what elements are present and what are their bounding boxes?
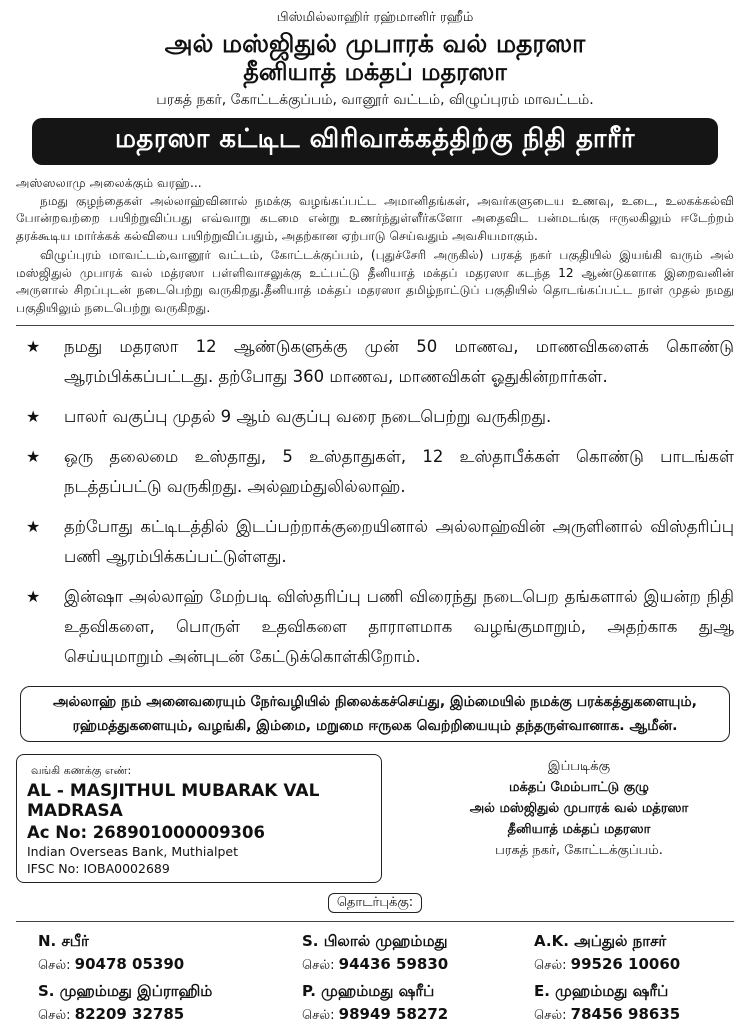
intro-paragraph-1: நமது குழந்தைகள் அல்லாஹ்வினால் நமக்கு வழங்கப்பட்ட அமானிதங்கள், அவர்களுடைய உணவு, உடை, உலகக்கல்வி போன்றவற்றை பயிற்றுவிப்பது எவ்வாறு கடமை என்று உணர்ந்துள்ளீர்களோ அதைவிட பன்மடங்கு ஈருலகிலும் ஈடேற்றம் தரக்கூடிய மார்க்கக் கல்வியை பயிற்றுவிப்பதும், அதற்கான ஏற்பாடு செய்வதும் அவசியமாகும். xyxy=(16,193,734,243)
phone-prefix: செல்: xyxy=(302,958,335,973)
contact-name: N. சபீர் xyxy=(38,932,89,950)
phone-number: 90478 05390 xyxy=(74,955,185,973)
star-icon: ★ xyxy=(26,407,41,426)
contact-card xyxy=(302,982,532,1024)
contact-name: A.K. அப்துல் நாசர் xyxy=(534,932,667,950)
phone-number: 98949 58272 xyxy=(338,1005,449,1023)
bullet-text: ஒரு தலைமை உஸ்தாது, 5 உஸ்தாதுகள், 12 உஸ்தாபீக்கள் கொண்டு பாடங்கள் நடத்தப்பட்டு வருகிறது. அல்ஹம்துலில்லாஹ். xyxy=(64,447,734,496)
fundraising-banner: மதரஸா கட்டிட விரிவாக்கத்திற்கு நிதி தாரீர் xyxy=(32,118,718,165)
list-item xyxy=(16,332,734,392)
contact-heading: தொடர்புக்கு: xyxy=(328,893,422,913)
ifsc-code: IFSC No: IOBA0002689 xyxy=(27,861,170,876)
divider xyxy=(16,325,734,326)
account-name: AL - MASJITHUL MUBARAK VAL MADRASA xyxy=(27,781,320,821)
address-line: பரகத் நகர், கோட்டக்குப்பம், வானூர் வட்டம், விழுப்புரம் மாவட்டம். xyxy=(156,92,594,108)
contact-card xyxy=(302,932,532,974)
contact-name: S. முஹம்மது இப்ராஹிம் xyxy=(38,982,213,1000)
intro-paragraph-2: விழுப்புரம் மாவட்டம்,வானூர் வட்டம், கோட்டக்குப்பம், (புதுச்சேரி அருகில்) பரகத் நகர் பகுதியில் இயங்கி வரும் அல் மஸ்ஜிதுல் முபாரக் வல் மத்ரஸா பள்ளிவாசலுக்கு உட்பட்டு தீனியாத் மக்தப் மதரஸா கடந்த 12 ஆண்டுகளாக இறைவனின் அருளால் சிறப்புடன் நடைபெற்று வருகிறது.தீனியாத் மக்தப் மதரஸா தமிழ்நாட்டுப் பகுதியில் தொடங்கப்பட்ட நாள் முதல் நமது பகுதியிலும் நடைபெற்று வருகிறது. xyxy=(16,248,734,315)
phone-prefix: செல்: xyxy=(38,1008,71,1023)
contact-card xyxy=(534,982,750,1024)
bank-branch: Indian Overseas Bank, Muthialpet xyxy=(27,844,238,859)
contact-card xyxy=(38,982,268,1024)
bullet-list xyxy=(16,332,734,672)
contacts-section xyxy=(16,921,734,1032)
phone-prefix: செல்: xyxy=(38,958,71,973)
list-item xyxy=(16,402,734,432)
contact-phone xyxy=(534,1005,750,1024)
signature-block xyxy=(424,754,734,883)
contact-name: S. பிலால் முஹம்மது xyxy=(302,932,448,950)
star-icon: ★ xyxy=(26,587,41,606)
phone-prefix: செல்: xyxy=(534,1008,567,1023)
bank-details-box xyxy=(16,754,382,883)
contact-name: E. முஹம்மது ஷரீப் xyxy=(534,982,669,1000)
star-icon: ★ xyxy=(26,517,41,536)
list-item xyxy=(16,512,734,572)
signature-line-5: பரகத் நகர், கோட்டக்குப்பம். xyxy=(495,843,663,858)
contact-card xyxy=(534,932,750,974)
phone-number: 82209 32785 xyxy=(74,1005,185,1023)
signature-line-3: அல் மஸ்ஜிதுல் முபாரக் வல் மத்ரஸா xyxy=(469,801,689,816)
phone-number: 94436 59830 xyxy=(338,955,449,973)
star-icon: ★ xyxy=(26,337,41,356)
contact-phone xyxy=(534,955,750,974)
contact-phone xyxy=(302,955,532,974)
intro-section xyxy=(16,175,734,317)
contact-phone xyxy=(38,955,268,974)
bullet-text: தற்போது கட்டிடத்தில் இடப்பற்றாக்குறையினால் அல்லாஹ்வின் அருளினால் விஸ்தரிப்பு பணி ஆரம்பிக்கப்பட்டுள்ளது. xyxy=(64,517,734,566)
greeting: அஸ்ஸலாமு அலைக்கும் வரஹ்... xyxy=(16,176,202,190)
phone-prefix: செல்: xyxy=(534,958,567,973)
signature-line-1: இப்படிக்கு xyxy=(547,759,611,774)
signature-line-2: மக்தப் மேம்பாட்டு குழு xyxy=(509,780,649,795)
mosque-title: அல் மஸ்ஜிதுல் முபாரக் வல் மதரஸா xyxy=(164,29,586,58)
phone-number: 78456 98635 xyxy=(570,1005,681,1023)
dua-box: அல்லாஹ் நம் அனைவரையும் நேர்வழியில் நிலைக்கச்செய்து, இம்மையில் நமக்கு பரக்கத்துகளையும், ரஹ்மத்துகளையும், வழங்கி, இம்மை, மறுமை ஈருலக வெற்றியையும் தந்தருள்வானாக. ஆமீன். xyxy=(20,686,730,742)
contact-phone xyxy=(38,1005,268,1024)
phone-prefix: செல்: xyxy=(302,1008,335,1023)
bullet-text: இன்ஷா அல்லாஹ் மேற்படி விஸ்தரிப்பு பணி விரைந்து நடைபெற தங்களால் இயன்ற நிதி உதவிகளை, பொருள் உதவிகளை தாராளமாக வழங்குமாறும், அதற்காக துஆ செய்யுமாறும் அன்புடன் கேட்டுக்கொள்கிறோம். xyxy=(64,587,734,666)
phone-number: 99526 10060 xyxy=(570,955,681,973)
contact-phone xyxy=(302,1005,532,1024)
madrasa-title: தீனியாத் மக்தப் மதரஸா xyxy=(243,58,507,86)
list-item xyxy=(16,582,734,672)
list-item xyxy=(16,442,734,502)
bank-label: வங்கி கணக்கு எண்: xyxy=(27,764,135,779)
contact-name: P. முஹம்மது ஷரீப் xyxy=(302,982,435,1000)
account-number: Ac No: 268901000009306 xyxy=(27,823,265,842)
contact-heading-wrap xyxy=(16,891,734,913)
star-icon: ★ xyxy=(26,447,41,466)
bismillah-line: பிஸ்மில்லாஹிர் ரஹ்மானிர் ரஹீம் xyxy=(276,10,474,25)
bullet-text: நமது மதரஸா 12 ஆண்டுகளுக்கு முன் 50 மாணவ, மாணவிகளைக் கொண்டு ஆரம்பிக்கப்பட்டது. தற்போது 360 மாணவ, மாணவிகள் ஓதுகின்றார்கள். xyxy=(64,337,734,386)
signature-line-4: தீனியாத் மக்தப் மதரஸா xyxy=(507,822,651,837)
bullet-text: பாலர் வகுப்பு முதல் 9 ஆம் வகுப்பு வரை நடைபெற்று வருகிறது. xyxy=(64,407,552,426)
bank-and-signature xyxy=(16,754,734,883)
contact-card xyxy=(38,932,268,974)
